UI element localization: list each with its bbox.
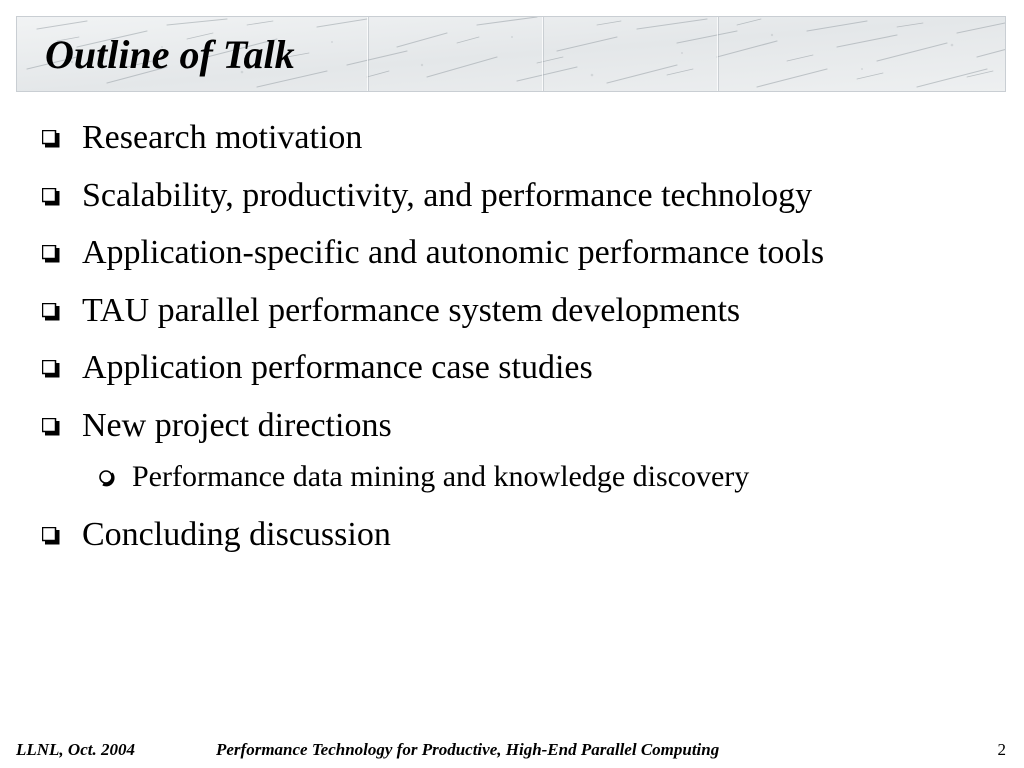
footer-venue-date: LLNL, Oct. 2004 (16, 740, 135, 759)
square-box-bullet-icon (42, 360, 61, 379)
title-banner (16, 16, 1006, 92)
texture-tile-seam (367, 17, 368, 92)
texture-tile-seam (542, 17, 543, 92)
footer-talk-title: Performance Technology for Productive, High-End Parallel Computing (216, 740, 720, 759)
outline-item-text: New project directions (82, 406, 392, 444)
slide-footer (0, 738, 1024, 762)
square-box-bullet-icon (42, 303, 61, 322)
outline-item (38, 507, 998, 565)
outline-item-text: TAU parallel performance system developments (82, 291, 741, 329)
outline-item (38, 110, 998, 168)
outline-item-text: Application performance case studies (82, 349, 593, 386)
outline-sub-item-text: Performance data mining and knowledge discovery (132, 460, 750, 493)
open-circle-bullet-icon (98, 469, 116, 487)
square-box-bullet-icon (42, 527, 61, 546)
outline-item (38, 340, 998, 398)
square-box-bullet-icon (42, 245, 61, 264)
outline-item-text: Application-specific and autonomic performance tools (82, 234, 825, 271)
outline-item (38, 283, 998, 341)
outline-list (38, 110, 998, 565)
square-box-bullet-icon (42, 418, 61, 437)
page-number: 2 (997, 740, 1006, 759)
square-box-bullet-icon (42, 188, 61, 207)
outline-item-text: Scalability, productivity, and performance technology (82, 176, 813, 214)
outline-item (38, 225, 998, 283)
slide-title: Outline of Talk (45, 32, 295, 77)
outline-item (38, 398, 998, 456)
outline-item-text: Research motivation (82, 119, 363, 156)
outline-sub-item (38, 455, 998, 507)
texture-tile-seam (717, 17, 718, 92)
outline-item (38, 168, 998, 226)
square-box-bullet-icon (42, 130, 61, 149)
outline-item-text: Concluding discussion (82, 516, 391, 553)
